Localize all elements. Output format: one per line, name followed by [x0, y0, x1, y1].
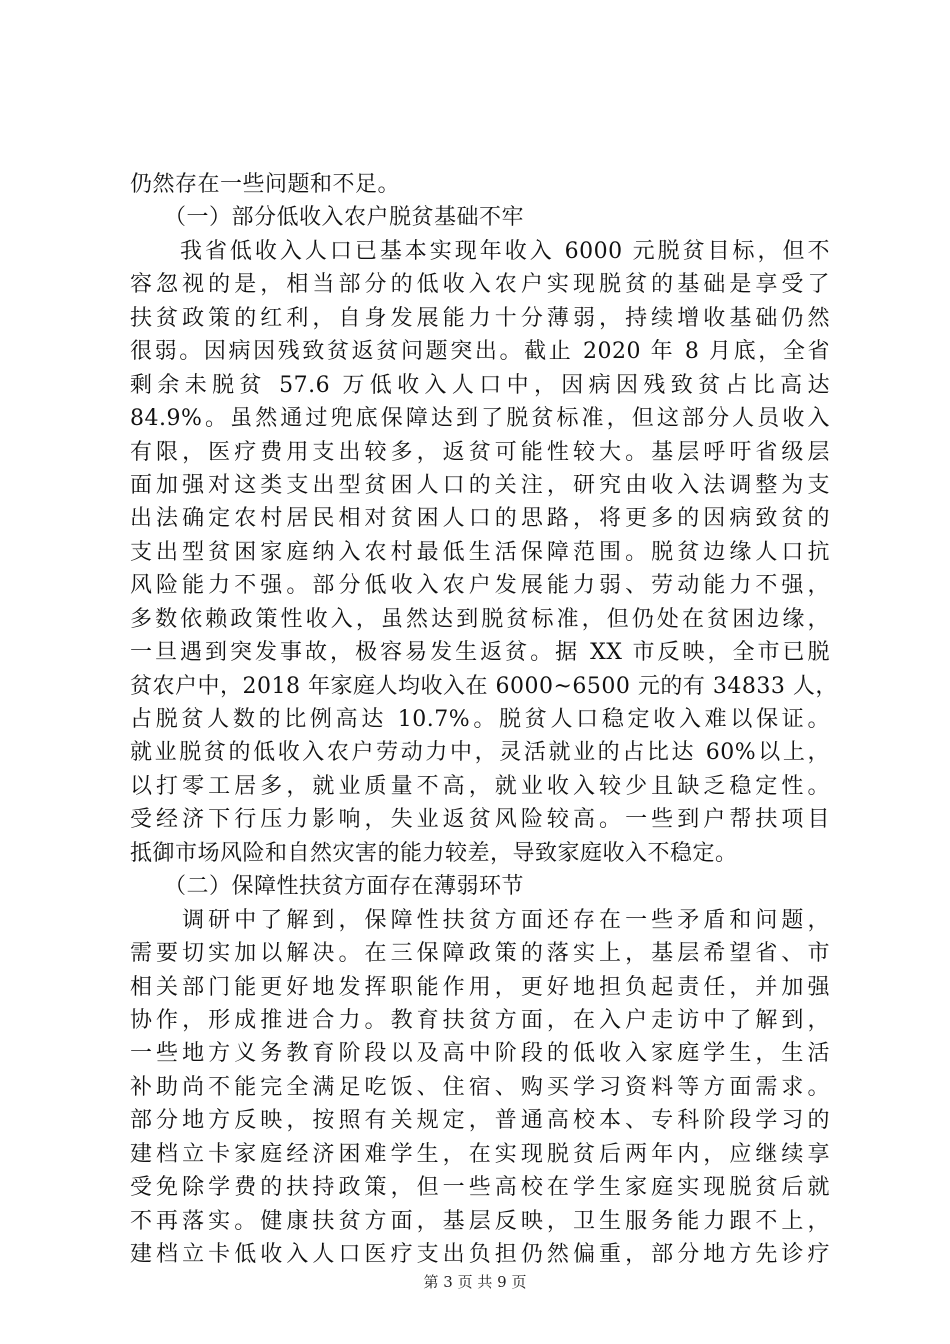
- text-line: 建档立卡家庭经济困难学生，在实现脱贫后两年内，应继续享: [130, 1141, 830, 1167]
- text-line: 不再落实。健康扶贫方面，基层反映，卫生服务能力跟不上，: [130, 1208, 830, 1234]
- text-line: 建档立卡低收入人口医疗支出负担仍然偏重，部分地方先诊疗: [130, 1242, 830, 1267]
- text-line: 仍然存在一些问题和不足。: [130, 172, 401, 197]
- text-line: 一些地方义务教育阶段以及高中阶段的低收入家庭学生，生活: [130, 1041, 830, 1067]
- text-line: 84.9%。虽然通过兜底保障达到了脱贫标准，但这部分人员收入: [130, 406, 830, 432]
- text-line: 补助尚不能完全满足吃饭、住宿、购买学习资料等方面需求。: [130, 1074, 830, 1100]
- text-line: 以打零工居多，就业质量不高，就业收入较少且缺乏稳定性。: [130, 773, 830, 799]
- text-line: 支出型贫困家庭纳入农村最低生活保障范围。脱贫边缘人口抗: [130, 539, 830, 565]
- text-line: 一旦遇到突发事故，极容易发生返贫。据 XX 市反映，全市已脱: [130, 640, 831, 666]
- text-line: 受经济下行压力影响，失业返贫风险较高。一些到户帮扶项目: [130, 807, 830, 833]
- text-line: 我省低收入人口已基本实现年收入 6000 元脱贫目标，但不: [130, 238, 830, 264]
- text-line: 协作，形成推进合力。教育扶贫方面，在入户走访中了解到，: [130, 1007, 830, 1033]
- text-line: 剩余未脱贫 57.6 万低收入人口中，因病因残致贫占比高达: [130, 372, 830, 398]
- text-line: 有限，医疗费用支出较多，返贫可能性较大。基层呼吁省级层: [130, 439, 830, 465]
- text-line: 受免除学费的扶持政策，但一些高校在学生家庭实现脱贫后就: [130, 1175, 830, 1201]
- text-line: 相关部门能更好地发挥职能作用，更好地担负起责任，并加强: [130, 974, 830, 1000]
- text-line: 出法确定农村居民相对贫困人口的思路，将更多的因病致贫的: [130, 506, 830, 532]
- text-line: （一）部分低收入农户脱贫基础不牢: [130, 205, 525, 231]
- text-line: 扶贫政策的红利，自身发展能力十分薄弱，持续增收基础仍然: [130, 305, 830, 331]
- page-footer: 第 3 页 共 9 页: [423, 1273, 527, 1291]
- text-line: 需要切实加以解决。在三保障政策的落实上，基层希望省、市: [130, 941, 830, 967]
- text-line: 风险能力不强。部分低收入农户发展能力弱、劳动能力不强，: [130, 573, 830, 599]
- text-line: 调研中了解到，保障性扶贫方面还存在一些矛盾和问题，: [130, 907, 830, 933]
- body-text: [130, 168, 838, 1271]
- text-line: 很弱。因病因残致贫返贫问题突出。截止 2020 年 8 月底，全省: [130, 339, 830, 365]
- text-line: （二）保障性扶贫方面存在薄弱环节: [130, 874, 525, 900]
- text-line: 部分地方反映，按照有关规定，普通高校本、专科阶段学习的: [130, 1108, 830, 1134]
- text-line: 多数依赖政策性收入，虽然达到脱贫标准，但仍处在贫困边缘，: [130, 606, 830, 632]
- text-line: 占脱贫人数的比例高达 10.7%。脱贫人口稳定收入难以保证。: [130, 707, 830, 732]
- text-line: 就业脱贫的低收入农户劳动力中，灵活就业的占比达 60%以上，: [130, 740, 830, 766]
- text-line: 贫农户中，2018 年家庭人均收入在 6000~6500 元的有 34833 人，: [130, 673, 838, 699]
- text-line: 容忽视的是，相当部分的低收入农户实现脱贫的基础是享受了: [130, 272, 830, 298]
- text-line: 抵御市场风险和自然灾害的能力较差，导致家庭收入不稳定。: [130, 840, 738, 866]
- text-line: 面加强对这类支出型贫困人口的关注，研究由收入法调整为支: [130, 472, 830, 498]
